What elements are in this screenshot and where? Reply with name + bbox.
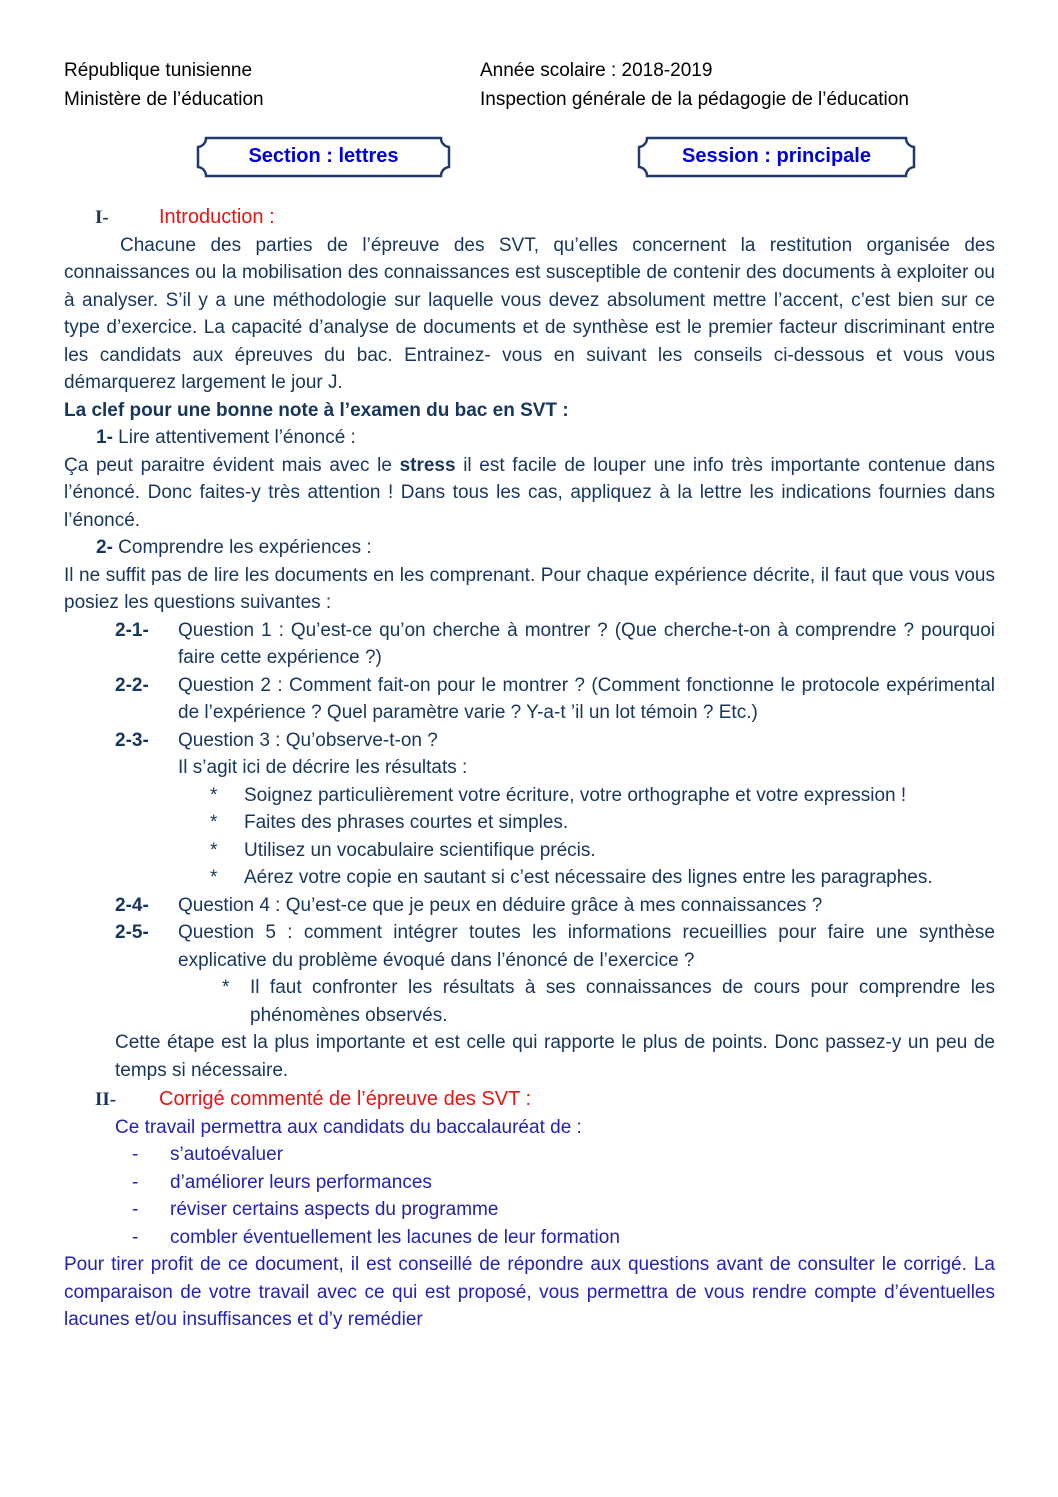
tip1-text-after: il est facile de louper une info très importante contenue dans l’énoncé. Donc faites-y très attention ! Dans tous les cas, appliquez à la lettre les indications fournies dans l’énoncé.: [64, 454, 995, 531]
star-bullet-icon: *: [210, 867, 218, 888]
star-bullet-text: Utilisez un vocabulaire scientifique précis.: [244, 839, 596, 861]
tip1-heading: [96, 424, 995, 452]
badges-row: [64, 136, 995, 178]
question-item-2-1: [64, 617, 995, 672]
question-number: 2-5-: [115, 922, 149, 943]
tip1-text-before: Ça peut paraitre évident mais avec le: [64, 454, 400, 476]
tip1-paragraph: [64, 452, 995, 535]
question-number: 2-4-: [115, 894, 149, 916]
dash-bullet-icon: -: [132, 1199, 139, 1220]
question-item-2-5: [64, 919, 995, 1029]
tip1-number: 1-: [96, 427, 113, 448]
dash-item-text: d’améliorer leurs performances: [170, 1171, 432, 1193]
section1-number: I-: [95, 207, 109, 228]
dash-item-text: réviser certains aspects du programme: [170, 1199, 499, 1220]
tip1-title: Lire attentivement l’énoncé :: [112, 427, 356, 448]
question-item-2-3: [64, 727, 995, 892]
section-badge-label: Section : lettres: [248, 145, 399, 168]
tip2-heading: [96, 534, 995, 562]
header-republic-line: République tunisienne: [64, 60, 253, 81]
question-item-2-4: [64, 892, 995, 920]
star-bullet-icon: *: [210, 812, 218, 833]
header-inspection-line: Inspection générale de la pédagogie de l’éducation: [480, 89, 909, 110]
question-text: Question 4 : Qu’est-ce que je peux en déduire grâce à mes connaissances ?: [178, 894, 823, 916]
section2-number: II-: [95, 1089, 117, 1110]
section-badge: [196, 136, 451, 178]
dash-list-item: [130, 1196, 995, 1224]
key-heading: La clef pour une bonne note à l’examen du bac en SVT :: [64, 399, 569, 421]
dash-list-item: [130, 1224, 995, 1252]
tip1-stress-word: stress: [399, 454, 456, 476]
section2-lead: Ce travail permettra aux candidats du baccalauréat de :: [115, 1116, 582, 1138]
header-right-block: [480, 56, 995, 114]
star-bullet-text: Soignez particulièrement votre écriture, votre orthographe et votre expression !: [244, 784, 907, 806]
question-body: [178, 919, 995, 1029]
session-badge: [637, 136, 916, 178]
dash-list-item: [130, 1141, 995, 1169]
header-ministry-line: Ministère de l’éducation: [64, 89, 264, 110]
header-left-block: [64, 56, 480, 114]
question-text: Question 1 : Qu’est-ce qu’on cherche à montrer ? (Que cherche-t-on à comprendre ? pourquoi faire cette expérience ?): [178, 619, 995, 668]
tip2-title: Comprendre les expériences :: [112, 537, 372, 558]
section2-heading: [95, 1086, 995, 1114]
section1-heading: [95, 204, 995, 232]
dash-list-item: [130, 1169, 995, 1197]
section2-title: Corrigé commenté de l’épreuve des SVT :: [159, 1088, 532, 1110]
star-bullet-text: Faites des phrases courtes et simples.: [244, 812, 569, 833]
question-text: Question 5 : comment intégrer toutes les informations recueillies pour faire une synthèse explicative du problème évoqué dans l’énoncé de l’exercice ?: [178, 922, 995, 971]
intro-paragraph: Chacune des parties de l’épreuve des SVT, qu’elles concernent la restitution organisée des connaissances ou la mobilisation des connaissances est susceptible de contenir des documents à exploiter ou à analyser. S’il y a une méthodologie sur laquelle vous devez absolument mettre l’accent, c’est bien sur ce type d’exercice. La capacité d’analyse de documents et de synthèse est le premier facteur discriminant entre les candidats aux épreuves du bac. Entrainez- vous en suivant les conseils ci-dessous et vous vous démarquerez largement le jour J.: [64, 234, 995, 393]
star-bullet-item: [210, 809, 995, 837]
question-text: Question 3 : Qu’observe-t-on ?: [178, 729, 438, 751]
question-body: [178, 672, 995, 727]
step-importance-paragraph: Cette étape est la plus importante et est celle qui rapporte le plus de points. Donc passez-y un peu de temps si nécessaire.: [115, 1032, 995, 1081]
star-bullet-icon: *: [222, 977, 230, 998]
question-body: [178, 617, 995, 672]
session-badge-label: Session : principale: [682, 145, 871, 168]
question-text: Question 2 : Comment fait-on pour le montrer ? (Comment fonctionne le protocole expérimental de l’expérience ? Quel paramètre varie ? Y-a-t ’il un lot témoin ? Etc.): [178, 674, 995, 723]
question-subtext: Il s’agit ici de décrire les résultats :: [178, 757, 468, 778]
question-item-2-2: [64, 672, 995, 727]
question-number: 2-1-: [115, 619, 149, 641]
question-number: 2-2-: [115, 674, 149, 696]
star-bullet-item: [210, 782, 995, 810]
closing-paragraph: Pour tirer profit de ce document, il est conseillé de répondre aux questions avant de consulter le corrigé. La comparaison de votre travail avec ce qui est proposé, vous permettra de vous rendre compte d’éventuelles lacunes et/ou insuffisances et d’y remédier: [64, 1254, 995, 1330]
star-bullet-text: Il faut confronter les résultats à ses connaissances de cours pour comprendre les phénomènes observés.: [250, 977, 995, 1026]
question-body: [178, 892, 995, 920]
dash-bullet-icon: -: [132, 1171, 139, 1193]
dash-item-text: combler éventuellement les lacunes de leur formation: [170, 1226, 620, 1248]
tip2-paragraph: Il ne suffit pas de lire les documents en les comprenant. Pour chaque expérience décrite, il faut que vous vous posiez les questions suivantes :: [64, 564, 995, 613]
header: [64, 56, 995, 114]
dash-item-text: s’autoévaluer: [170, 1144, 284, 1165]
star-bullet-icon: *: [210, 784, 218, 806]
section1-title: Introduction :: [159, 206, 275, 228]
star-bullet-item: [210, 864, 995, 892]
tip2-number: 2-: [96, 537, 113, 558]
star-bullet-icon: *: [210, 839, 218, 861]
star-bullet-text: Aérez votre copie en sautant si c’est nécessaire des lignes entre les paragraphes.: [244, 867, 933, 888]
question-body: [178, 727, 995, 892]
question-number: 2-3-: [115, 729, 149, 751]
header-school-year-line: Année scolaire : 2018-2019: [480, 60, 713, 81]
dash-bullet-icon: -: [132, 1226, 139, 1248]
star-bullet-item: [222, 974, 995, 1029]
star-bullet-item: [210, 837, 995, 865]
dash-bullet-icon: -: [132, 1144, 139, 1165]
